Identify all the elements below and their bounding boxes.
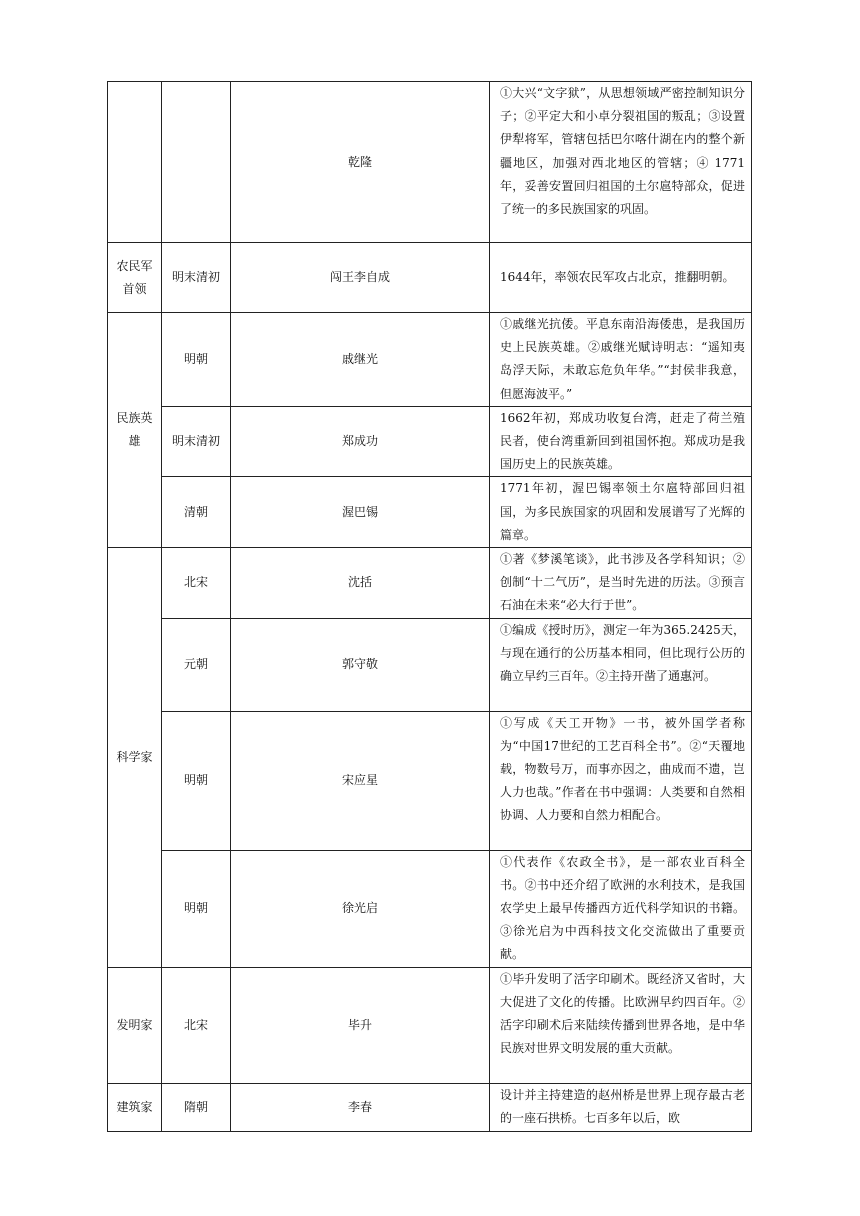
name-cell: 戚继光 [231, 313, 490, 407]
era-cell: 清朝 [162, 477, 231, 548]
name-cell: 郑成功 [231, 406, 490, 477]
table-row [108, 477, 752, 548]
description-cell: ①代表作《农政全书》，是一部农业百科全书。②书中还介绍了欧洲的水利技术，是我国农学史上最早传播西方近代科学知识的书籍。③徐光启为中西科技文化交流做出了重要贡献。 [490, 850, 752, 967]
name-cell: 徐光启 [231, 850, 490, 967]
description-cell: 1771年初，渥巴锡率领土尔扈特部回归祖国，为多民族国家的巩固和发展谱写了光辉的篇章。 [490, 477, 752, 548]
description-cell: ①大兴“文字狱”，从思想领域严密控制知识分子；②平定大和小卓分裂祖国的叛乱；③设置伊犁将军，管辖包括巴尔喀什湖在内的整个新疆地区，加强对西北地区的管辖；④ 1771年，妥善安置回归祖国的土尔扈特部众，促进了统一的多民族国家的巩固。 [490, 82, 752, 243]
category-cell: 农民军首领 [108, 243, 162, 313]
era-cell: 明朝 [162, 711, 231, 850]
era-cell: 北宋 [162, 967, 231, 1083]
table-row [108, 967, 752, 1083]
description-cell: ①毕升发明了活字印刷术。既经济又省时，大大促进了文化的传播。比欧洲早约四百年。②活字印刷术后来陆续传播到世界各地，是中华民族对世界文明发展的重大贡献。 [490, 967, 752, 1083]
description-cell: 1644年，率领农民军攻占北京，推翻明朝。 [490, 243, 752, 313]
era-cell: 北宋 [162, 548, 231, 619]
table-row [108, 850, 752, 967]
table-row [108, 406, 752, 477]
description-cell: 1662年初，郑成功收复台湾，赶走了荷兰殖民者，使台湾重新回到祖国怀抱。郑成功是我国历史上的民族英雄。 [490, 406, 752, 477]
era-cell: 元朝 [162, 618, 231, 711]
table-row [108, 548, 752, 619]
category-cell: 发明家 [108, 967, 162, 1083]
name-cell: 渥巴锡 [231, 477, 490, 548]
category-cell: 民族英雄 [108, 313, 162, 548]
era-cell: 隋朝 [162, 1083, 231, 1131]
table-row [108, 711, 752, 850]
table-row [108, 313, 752, 407]
name-cell: 李春 [231, 1083, 490, 1131]
table-row [108, 82, 752, 243]
name-cell: 毕升 [231, 967, 490, 1083]
era-cell: 明末清初 [162, 243, 231, 313]
description-cell: ①戚继光抗倭。平息东南沿海倭患，是我国历史上民族英雄。②戚继光赋诗明志：“遥知夷岛浮天际，未敢忘危负年华。”“封侯非我意，但愿海波平。” [490, 313, 752, 407]
era-cell: 明朝 [162, 850, 231, 967]
name-cell: 沈括 [231, 548, 490, 619]
history-figures-table [107, 81, 752, 1132]
name-cell: 闯王李自成 [231, 243, 490, 313]
table-row [108, 243, 752, 313]
table-row [108, 618, 752, 711]
table-row [108, 1083, 752, 1131]
era-cell: 明朝 [162, 313, 231, 407]
name-cell: 郭守敬 [231, 618, 490, 711]
description-cell: 设计并主持建造的赵州桥是世界上现存最古老的一座石拱桥。七百多年以后，欧 [490, 1083, 752, 1131]
name-cell: 乾隆 [231, 82, 490, 243]
category-cell: 建筑家 [108, 1083, 162, 1131]
description-cell: ①著《梦溪笔谈》，此书涉及各学科知识；②创制“十二气历”，是当时先进的历法。③预言石油在未来“必大行于世”。 [490, 548, 752, 619]
category-cell: 科学家 [108, 548, 162, 968]
era-cell [162, 82, 231, 243]
description-cell: ①编成《授时历》，测定一年为365.2425天，与现在通行的公历基本相同，但比现行公历的确立早约三百年。②主持开凿了通惠河。 [490, 618, 752, 711]
category-cell [108, 82, 162, 243]
era-cell: 明末清初 [162, 406, 231, 477]
description-cell: ①写成《天工开物》一书，被外国学者称为“中国17世纪的工艺百科全书”。②“天覆地载，物数号万，而事亦因之，曲成而不遗，岂人力也哉。”作者在书中强调：人类要和自然相协调、人力要和自然力相配合。 [490, 711, 752, 850]
name-cell: 宋应星 [231, 711, 490, 850]
